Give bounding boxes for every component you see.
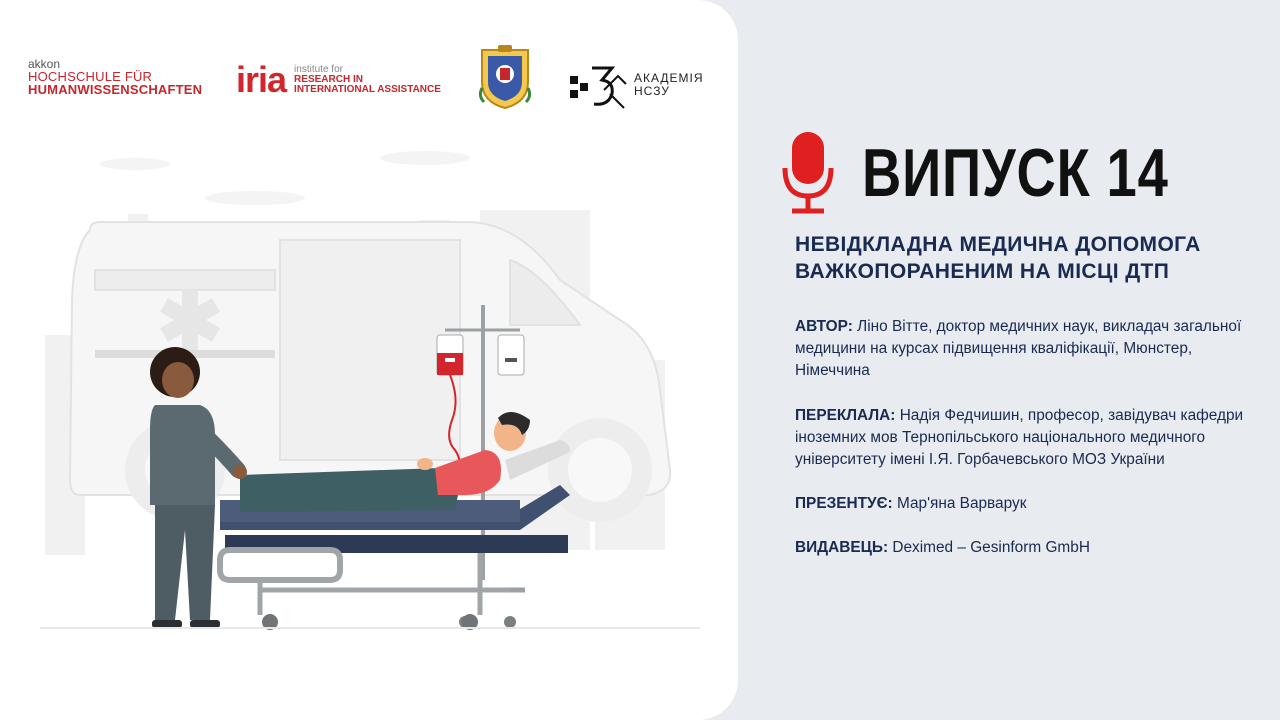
credit-author bbox=[795, 316, 1255, 383]
credit-author-text: Ліно Вітте, доктор медичних наук, викладач загальної медицини на курсах підвищення кваліфікації, Мюнстер, Німеччина bbox=[795, 318, 1242, 380]
episode-title: НЕВІДКЛАДНА МЕДИЧНА ДОПОМОГА ВАЖКОПОРАНЕНИМ НА МІСЦІ ДТП bbox=[795, 233, 1201, 283]
akkon-logo-small: akkon bbox=[28, 57, 61, 71]
credit-publisher bbox=[795, 537, 1255, 559]
microphone-icon bbox=[780, 130, 836, 216]
credit-publisher-text: Deximed – Gesinform GmbH bbox=[892, 539, 1090, 557]
credit-translator bbox=[795, 405, 1255, 472]
academy-logo-line2: НСЗУ bbox=[634, 84, 670, 98]
iria-logo bbox=[236, 59, 441, 100]
iria-logo-line3: INTERNATIONAL ASSISTANCE bbox=[294, 84, 441, 95]
academy-nszu-logo bbox=[568, 60, 704, 110]
akkon-logo bbox=[28, 58, 202, 96]
issue-title: ВИПУСК 14 bbox=[862, 135, 1169, 211]
credit-translator-text: Надія Федчишин, професор, завідувач кафедри іноземних мов Тернопільського національного медичного університету імені І.Я. Горбачевського МОЗ України bbox=[795, 406, 1244, 469]
credit-presenter-label: ПРЕЗЕНТУЄ: bbox=[795, 495, 893, 513]
credit-presenter bbox=[795, 493, 1255, 515]
credit-author-label: АВТОР: bbox=[795, 318, 853, 335]
credit-translator-label: ПЕРЕКЛАЛА: bbox=[795, 406, 896, 424]
ambulance-patient-illustration bbox=[40, 150, 700, 640]
credit-publisher-label: ВИДАВЕЦЬ: bbox=[795, 539, 889, 557]
credits-section bbox=[795, 316, 1255, 582]
iria-logo-word: iria bbox=[236, 59, 287, 100]
akkon-logo-line2: HUMANWISSENSCHAFTEN bbox=[28, 82, 203, 97]
academy-logo-line1: АКАДЕМІЯ bbox=[634, 71, 704, 86]
iria-logo-line2: RESEARCH IN bbox=[294, 74, 363, 85]
university-crest-logo bbox=[478, 44, 532, 110]
academy-mark-icon bbox=[568, 60, 630, 110]
credit-presenter-text: Мар'яна Варварук bbox=[896, 495, 1027, 513]
akkon-logo-line1: HOCHSCHULE FÜR bbox=[28, 69, 153, 84]
patient-blanket bbox=[240, 468, 458, 512]
iria-logo-line1: institute for bbox=[294, 64, 343, 75]
clouds bbox=[100, 151, 470, 205]
